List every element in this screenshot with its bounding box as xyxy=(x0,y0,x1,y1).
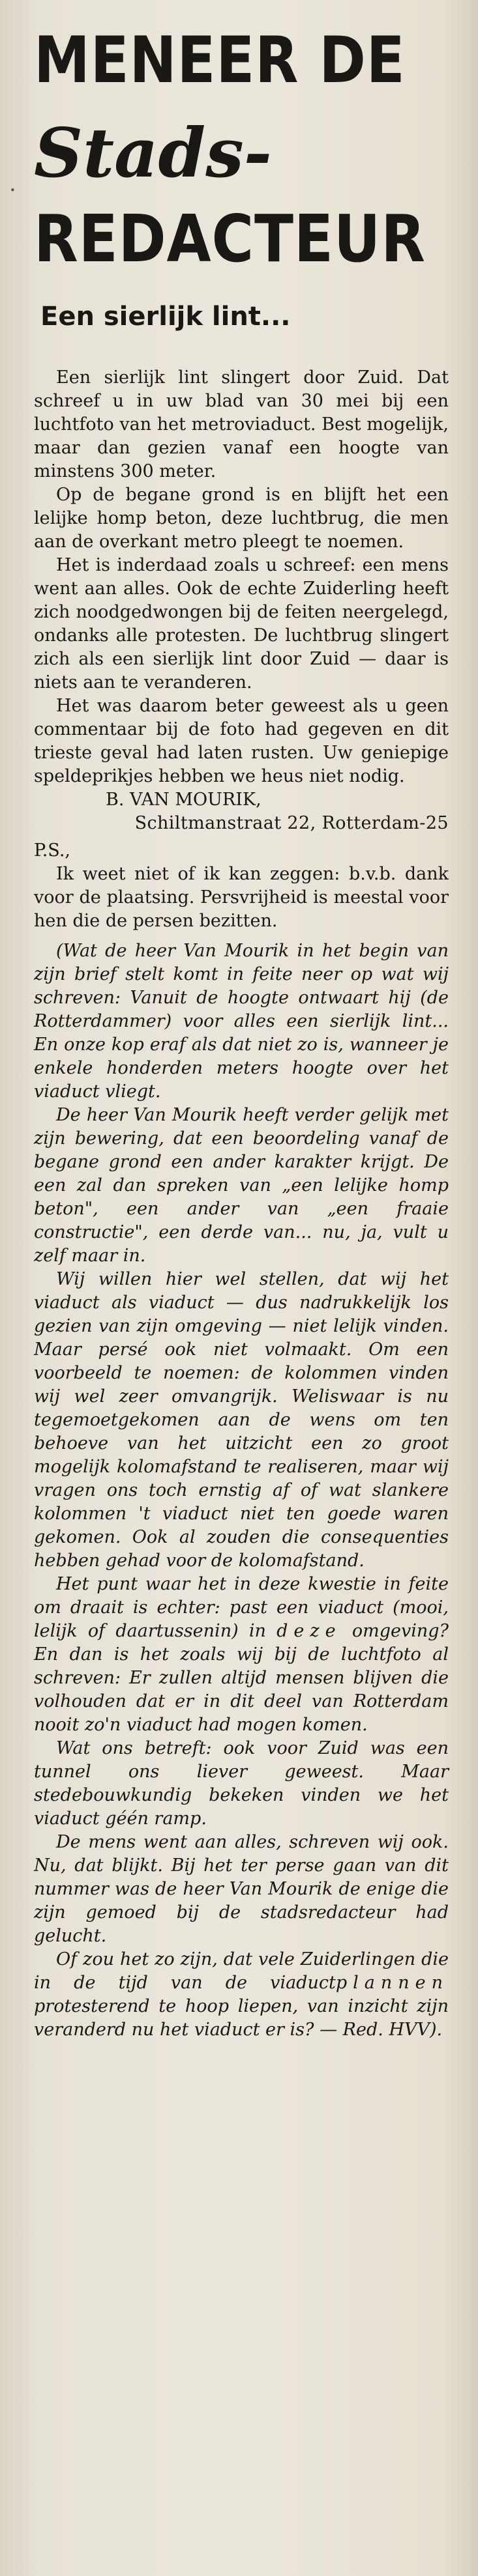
reply-p4-after: omgeving? En dan is het zoals wij bij de luchtfoto al schreven: Er zullen altijd mensen blijven die volhouden dat er in dit deel van Rotterdam nooit zo'n viaduct had mogen komen. xyxy=(34,1621,449,1735)
editor-reply xyxy=(34,939,449,2042)
reply-p4-spaced: deze xyxy=(276,1621,342,1641)
letter-paragraph-3: Het is inderdaad zoals u schreef: een mens went aan alles. Ook de echte Zuiderling heeft zich noodgedwongen bij de feiten neergelegd, ondanks alle protesten. De luchtbrug slingert zich als een sierlijk lint door Zuid — daar is niets aan te veranderen. xyxy=(34,555,449,693)
reply-p7-before: Of zou het zo zijn, dat vele Zuiderlingen die in de tijd van de viaduct xyxy=(34,1949,449,1993)
reply-p7-after: protesterend te hoop liepen, van inzicht zijn veranderd nu het viaduct er is? xyxy=(34,1996,449,2040)
reply-paragraph-2: De heer Van Mourik heeft verder gelijk met zijn bewering, dat een beoordeling vanaf de begane grond een ander karakter krijgt. De een zal dan spreken van „een lelijke homp beton", een ander van „een fraaie constructie", een derde van... nu, ja, vult u zelf maar in. xyxy=(34,1105,449,1266)
reply-p7-spaced: plannen xyxy=(335,1973,449,1993)
reply-p4-before: Het punt waar het in deze kwestie in feite om draait is echter: past een viaduct (mooi, lelijk of daartussenin) in xyxy=(34,1574,449,1641)
reply-sign-off: — Red. HVV). xyxy=(320,2020,443,2040)
subheadline: Een sierlijk lint... xyxy=(40,302,291,332)
letter-paragraph-2: Op de begane grond is en blijft het een lelijke homp beton, deze luchtbrug, die men aan de overkant metro pleegt te noemen. xyxy=(34,485,449,552)
reader-letter xyxy=(34,366,449,933)
reply-paragraph-3: Wij willen hier wel stellen, dat wij het viaduct als viaduct — dus nadrukkelijk los gezien van zijn omgeving — niet lelijk vinden. Maar persé ook niet volmaakt. Om een voorbeeld te noemen: de kolommen vinden wij wel zeer omvangrijk. Weliswaar is nu tegemoetgekomen aan de wens om ten behoeve van het uitzicht een zo groot mogelijk kolomafstand te realiseren, maar wij vragen ons toch ernstig af of wat slankere kolommen 't viaduct niet ten goede waren gekomen. Ook al zouden die consequenties hebben gehad voor de kolomafstand. xyxy=(34,1269,449,1571)
article-column xyxy=(34,23,449,2042)
signature-address: Schiltmanstraat 22, Rotterdam-25 xyxy=(134,813,449,833)
headline-line-1: MENEER DE xyxy=(34,23,406,98)
reply-paragraph-5: Wat ons betreft: ook voor Zuid was een tunnel ons liever geweest. Maar stedebouwkundig bekeken vinden we het viaduct géén ramp. xyxy=(34,1738,449,1829)
signature-name: B. VAN MOURIK, xyxy=(106,790,261,810)
reply-paragraph-6: De mens went aan alles, schreven wij ook. Nu, dat blijkt. Bij het ter perse gaan van dit nummer was de heer Van Mourik de enige die zijn gemoed bij de stadsredacteur had gelucht. xyxy=(34,1832,449,1946)
margin-mark: . xyxy=(9,171,16,197)
letter-paragraph-1: Een sierlijk lint slingert door Zuid. Dat schreef u in uw blad van 30 mei bij een luchtfoto van het metroviaduct. Best mogelijk, maar dan gezien vanaf een hoogte van minstens 300 meter. xyxy=(34,367,449,481)
reply-paragraph-7 xyxy=(34,1948,449,2042)
postscript xyxy=(34,839,449,933)
ps-label: P.S., xyxy=(34,840,70,861)
reply-paragraph-1: (Wat de heer Van Mourik in het begin van zijn brief stelt komt in feite neer op wat wij schreven: Vanuit de hoogte ontwaart hij (de Rotterdammer) voor alles een sierlijk lint... En onze kop eraf als dat niet zo is, wanneer je enkele honderden meters hoogte over het viaduct vliegt. xyxy=(34,941,449,1102)
reply-paragraph-4 xyxy=(34,1573,449,1737)
headline-line-2: Stads- xyxy=(34,113,272,193)
headline-line-3: REDACTEUR xyxy=(34,201,426,277)
letter-paragraph-4: Het was daarom beter geweest als u geen commentaar bij de foto had gegeven en dit trieste geval had laten rusten. Uw geniepige speldeprikjes hebben we heus niet nodig. xyxy=(34,696,449,786)
letter-signature xyxy=(34,788,449,835)
ps-text: Ik weet niet of ik kan zeggen: b.v.b. dank voor de plaatsing. Persvrijheid is meestal voor hen die de persen bezitten. xyxy=(34,864,449,931)
